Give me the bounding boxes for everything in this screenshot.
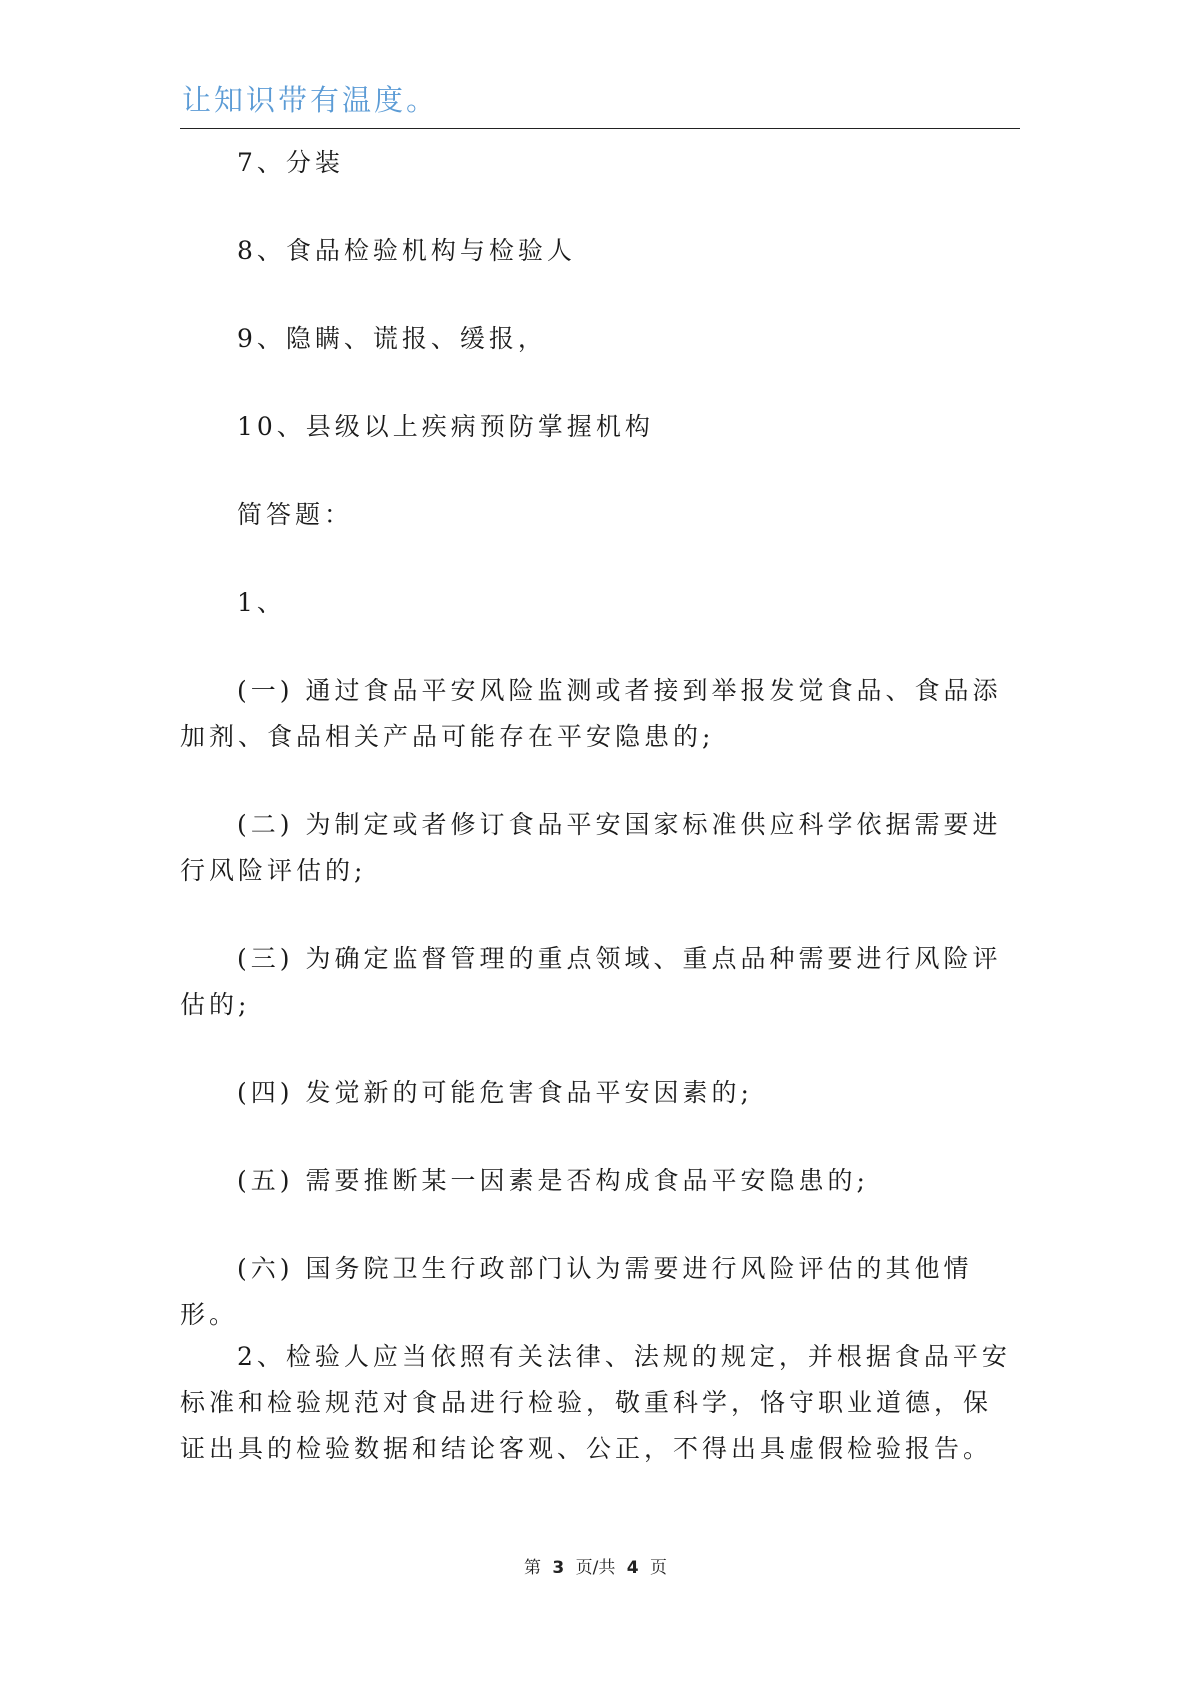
document-body	[180, 140, 1020, 1514]
paragraph: 1、	[237, 588, 286, 617]
paragraph: 8、食品检验机构与检验人	[237, 236, 576, 265]
section-heading: 简答题：	[237, 500, 354, 529]
paragraph: 7、分装	[237, 148, 344, 177]
paragraph: (四) 发觉新的可能危害食品平安因素的;	[237, 1078, 753, 1107]
page-footer	[0, 1553, 1191, 1578]
paragraph: 10、县级以上疾病预防掌握机构	[237, 412, 654, 441]
footer-middle: 页/共	[575, 1558, 616, 1578]
paragraph: 9、隐瞒、谎报、缓报，	[237, 324, 547, 353]
footer-prefix: 第	[523, 1558, 541, 1578]
paragraph: (五) 需要推断某一因素是否构成食品平安隐患的;	[237, 1166, 869, 1195]
paragraph: (六) 国务院卫生行政部门认为需要进行风险评估的其他情形。	[180, 1254, 973, 1329]
footer-suffix: 页	[650, 1558, 668, 1578]
page-header	[180, 76, 1020, 129]
total-pages-number: 4	[626, 1558, 639, 1578]
paragraph: 2、检验人应当依照有关法律、法规的规定，并根据食品平安标准和检验规范对食品进行检验，敬重科学，恪守职业道德，保证出具的检验数据和结论客观、公正，不得出具虚假检验报告。	[180, 1342, 1011, 1463]
paragraph: (三) 为确定监督管理的重点领域、重点品种需要进行风险评估的;	[180, 944, 1002, 1019]
current-page-number: 3	[552, 1558, 565, 1578]
paragraph: (二) 为制定或者修订食品平安国家标准供应科学依据需要进行风险评估的;	[180, 810, 1002, 885]
header-title: 让知识带有温度。	[182, 83, 439, 117]
paragraph: (一) 通过食品平安风险监测或者接到举报发觉食品、食品添加剂、食品相关产品可能存在平安隐患的;	[180, 676, 1002, 751]
